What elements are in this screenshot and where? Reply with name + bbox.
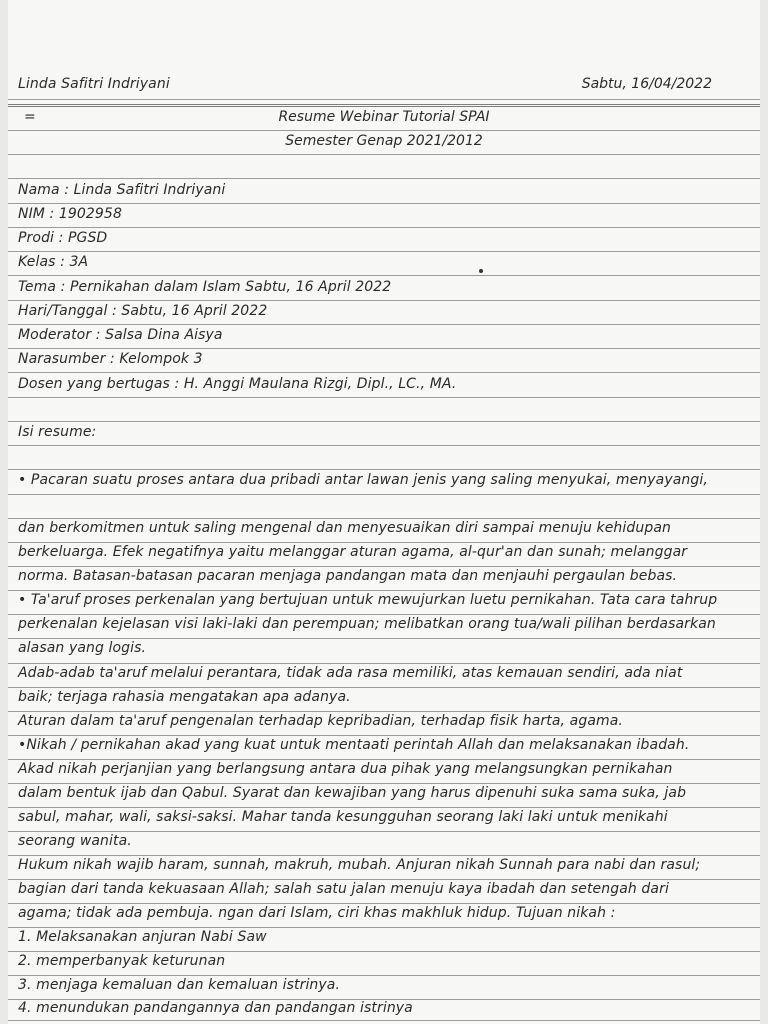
body-line: • Ta'aruf proses perkenalan yang bertujuan untuk mewujurkan luetu pernikahan. Tata cara tahrup: [18, 592, 718, 608]
ruled-line: [8, 807, 760, 808]
ruled-line: [8, 903, 760, 904]
body-line: berkeluarga. Efek negatifnya yaitu melanggar aturan agama, al-qur'an dan sunah; melanggar: [18, 544, 688, 560]
ruled-line: [8, 203, 760, 204]
body-line: 4. menundukan pandangannya dan pandangan istrinya: [18, 1000, 413, 1016]
body-line: seorang wanita.: [18, 833, 132, 849]
body-line: dalam bentuk ijab dan Qabul. Syarat dan kewajiban yang harus dipenuhi suka sama suka, jab: [18, 785, 687, 801]
ruled-line: [8, 324, 760, 325]
ruled-line: [8, 614, 760, 615]
ruled-line-double: [8, 104, 760, 107]
ruled-line: [8, 99, 760, 100]
ruled-line: [8, 638, 760, 639]
ruled-line: [8, 663, 760, 664]
body-line: baik; terjaga rahasia mengatakan apa adanya.: [18, 689, 351, 705]
ruled-line: [8, 445, 760, 446]
ruled-line: [8, 494, 760, 495]
ruled-line: [8, 951, 760, 952]
body-line: Akad nikah perjanjian yang berlangsung antara dua pihak yang melangsungkan pernikahan: [18, 761, 673, 777]
ruled-line: [8, 759, 760, 760]
ruled-line: [8, 542, 760, 543]
body-line: agama; tidak ada pembuja. ngan dari Islam, ciri khas makhluk hidup. Tujuan nikah :: [18, 905, 616, 921]
ruled-line: [8, 178, 760, 179]
body-line: norma. Batasan-batasan pacaran menjaga pandangan mata dan menjauhi pergaulan bebas.: [18, 568, 678, 584]
author-name: Linda Safitri Indriyani: [18, 76, 170, 92]
identity-nama: Nama : Linda Safitri Indriyani: [18, 182, 226, 198]
ruled-line: [8, 372, 760, 373]
identity-tema: Tema : Pernikahan dalam Islam Sabtu, 16 April 2022: [18, 279, 392, 295]
notebook-page: [8, 0, 760, 1024]
body-line: 2. memperbanyak keturunan: [18, 953, 226, 969]
isi-resume-label: Isi resume:: [18, 424, 97, 440]
identity-kelas: Kelas : 3A: [18, 254, 89, 270]
ruled-line: [8, 1020, 760, 1021]
body-line: alasan yang logis.: [18, 640, 147, 656]
ruled-line: [8, 711, 760, 712]
identity-moderator: Moderator : Salsa Dina Aisya: [18, 327, 223, 343]
header-date: Sabtu, 16/04/2022: [581, 76, 712, 92]
ruled-line: [8, 566, 760, 567]
ruled-line: [8, 975, 760, 976]
ruled-line: [8, 227, 760, 228]
ruled-line: [8, 275, 760, 276]
document-title: Resume Webinar Tutorial SPAI: [278, 109, 490, 125]
body-line: perkenalan kejelasan visi laki-laki dan perempuan; melibatkan orang tua/wali pilihan berdasarkan: [18, 616, 716, 632]
body-line: bagian dari tanda kekuasaan Allah; salah satu jalan menuju kaya ibadah dan setengah dari: [18, 881, 669, 897]
ruled-line: [8, 687, 760, 688]
ruled-line: [8, 348, 760, 349]
identity-nim: NIM : 1902958: [18, 206, 122, 222]
body-line: • Pacaran suatu proses antara dua pribadi antar lawan jenis yang saling menyukai, menyayangi,: [18, 472, 708, 488]
ruled-line: [8, 469, 760, 470]
ruled-line: [8, 251, 760, 252]
ruled-line: [8, 735, 760, 736]
ruled-line: [8, 154, 760, 155]
ruled-line: [8, 831, 760, 832]
ruled-line: [8, 590, 760, 591]
body-line: dan berkomitmen untuk saling mengenal dan menyesuaikan diri sampai menuju kehidupan: [18, 520, 671, 536]
identity-prodi: Prodi : PGSD: [18, 230, 108, 246]
ruled-line: [8, 783, 760, 784]
body-line: •Nikah / pernikahan akad yang kuat untuk mentaati perintah Allah dan melaksanakan ibadah.: [18, 737, 690, 753]
body-line: Hukum nikah wajib haram, sunnah, makruh, mubah. Anjuran nikah Sunnah para nabi dan rasul;: [18, 857, 701, 873]
body-line: Aturan dalam ta'aruf pengenalan terhadap kepribadian, terhadap fisik harta, agama.: [18, 713, 623, 729]
ink-dot: [479, 269, 483, 273]
identity-hari-tanggal: Hari/Tanggal : Sabtu, 16 April 2022: [18, 303, 268, 319]
ruled-line: [8, 300, 760, 301]
ruled-line: [8, 927, 760, 928]
body-line: sabul, mahar, wali, saksi-saksi. Mahar tanda kesungguhan seorang laki laki untuk menikahi: [18, 809, 668, 825]
body-line: Adab-adab ta'aruf melalui perantara, tidak ada rasa memiliki, atas kemauan sendiri, ada niat: [18, 665, 683, 681]
ruled-line: [8, 130, 760, 131]
ruled-line: [8, 421, 760, 422]
ruled-line: [8, 518, 760, 519]
document-subtitle: Semester Genap 2021/2012: [285, 133, 483, 149]
identity-dosen: Dosen yang bertugas : H. Anggi Maulana Rizgi, Dipl., LC., MA.: [18, 376, 457, 392]
margin-mark: =: [24, 109, 36, 125]
body-line: 3. menjaga kemaluan dan kemaluan istrinya.: [18, 977, 341, 993]
body-line: 1. Melaksanakan anjuran Nabi Saw: [18, 929, 267, 945]
identity-narasumber: Narasumber : Kelompok 3: [18, 351, 203, 367]
ruled-line: [8, 855, 760, 856]
ruled-line: [8, 879, 760, 880]
ruled-line: [8, 397, 760, 398]
